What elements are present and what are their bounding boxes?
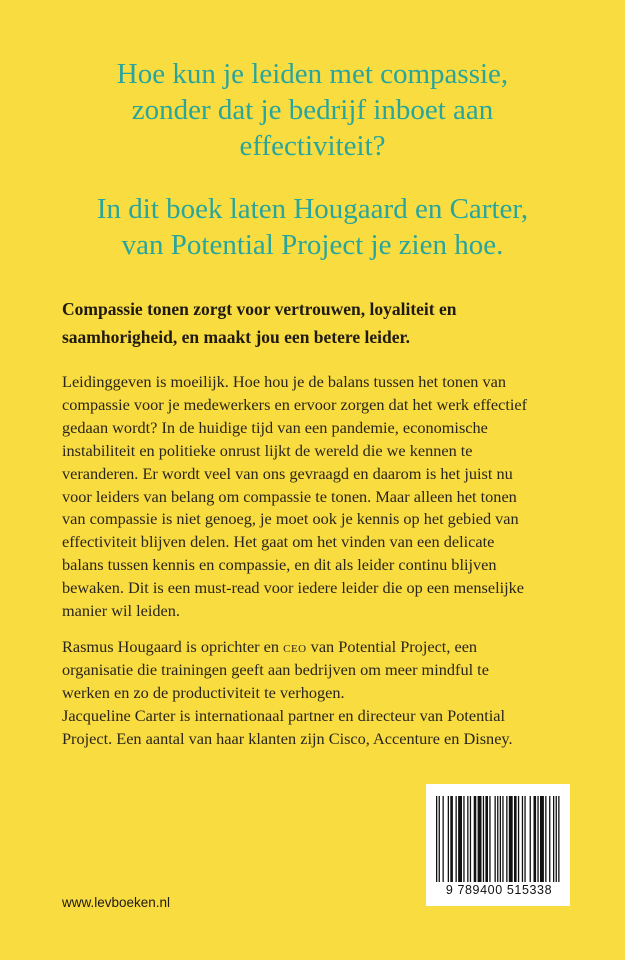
bio-line: organisatie die trainingen geeft aan bedrijven om meer mindful te: [62, 659, 489, 679]
description-paragraph: [62, 371, 592, 623]
isbn-barcode: [426, 784, 570, 906]
headline-line: effectiviteit?: [239, 130, 386, 162]
description-line: balans tussen kennis en compassie, en dit als leider continu blijven: [62, 555, 497, 575]
barcode-bars: [436, 796, 560, 882]
description-line: manier wil leiden.: [62, 601, 180, 621]
description-line: Leidinggeven is moeilijk. Hoe hou je de balans tussen het tonen van: [62, 372, 507, 391]
lead-line: saamhorigheid, en maakt jou een betere leider.: [62, 327, 411, 347]
publisher-website: www.levboeken.nl: [62, 895, 171, 910]
description-line: veranderen. Er wordt veel van ons gevraagd en daarom is het juist nu: [62, 463, 513, 483]
lead-paragraph: [62, 295, 582, 351]
bio-line: Project. Een aantal van haar klanten zijn Cisco, Accenture en Disney.: [62, 728, 513, 748]
bio-line: [62, 636, 592, 659]
bio-text: van Potential Project, een: [306, 637, 478, 656]
headline-answer: [40, 191, 585, 263]
author-bio-paragraph: [62, 636, 592, 751]
headline-line: In dit boek laten Hougaard en Carter,: [96, 193, 529, 225]
description-line: compassie voor je medewerkers en ervoor zorgen dat het werk effectief: [62, 394, 528, 414]
headline-line: Hoe kun je leiden met compassie,: [116, 58, 509, 90]
lead-line: Compassie tonen zorgt voor vertrouwen, loyaliteit en: [62, 299, 457, 319]
bio-text: Rasmus Hougaard is oprichter en: [62, 637, 284, 656]
description-line: voor leiders van belang om compassie te tonen. Maar alleen het tonen: [62, 486, 517, 506]
headline-question: [40, 56, 585, 164]
description-line: bewaken. Dit is een must-read voor iedere leider die op een menselijke: [62, 578, 525, 598]
ceo-abbreviation: ceo: [283, 637, 307, 656]
isbn-number: 9 789400 515338: [445, 883, 553, 897]
headline-line: zonder dat je bedrijf inboet aan: [131, 94, 494, 126]
headline-line: van Potential Project je zien hoe.: [121, 229, 504, 261]
description-line: effectiviteit blijven delen. Het gaat om het vinden van een delicate: [62, 532, 495, 552]
bio-line: werken en zo de productiviteit te verhogen.: [62, 682, 345, 702]
description-line: instabiliteit en politieke onrust lijkt de wereld die we kennen te: [62, 440, 473, 460]
description-line: gedaan wordt? In de huidige tijd van een pandemie, economische: [62, 417, 488, 437]
description-line: van compassie is niet genoeg, je moet ook je kennis op het gebied van: [62, 509, 519, 529]
bio-line: Jacqueline Carter is internationaal partner en directeur van Potential: [62, 705, 506, 725]
